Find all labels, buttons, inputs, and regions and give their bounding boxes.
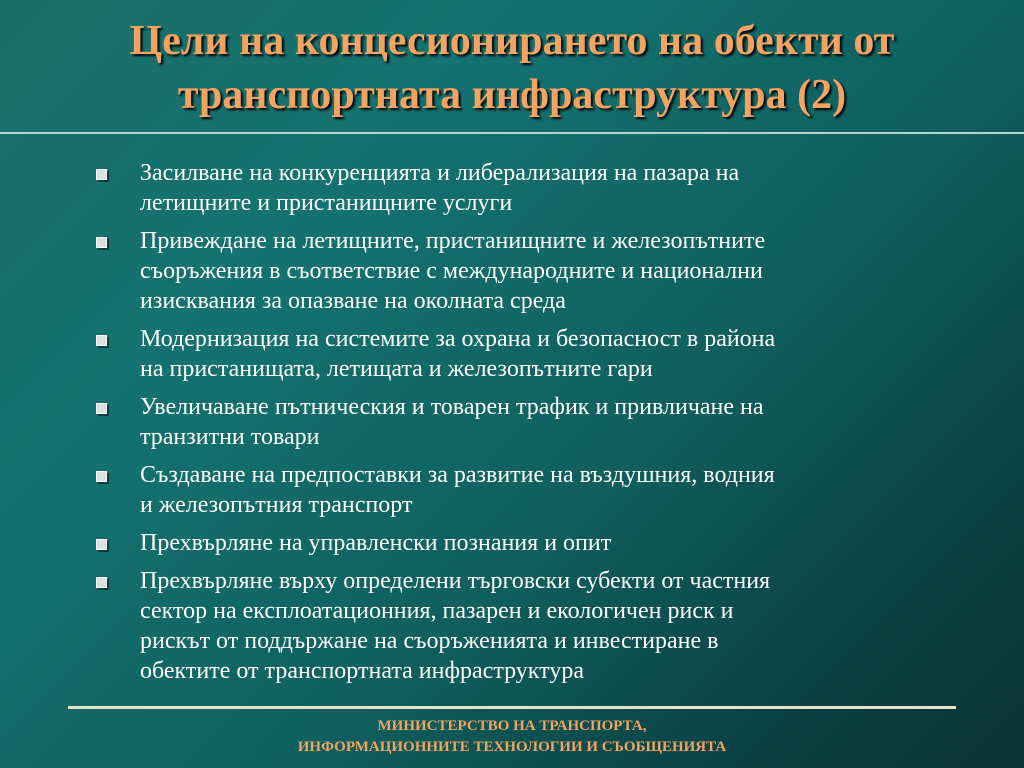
- title-divider: [0, 132, 1024, 134]
- bullet-item-5: [92, 460, 992, 520]
- bullet-text-line: Прехвърляне върху определени търговски субекти от частния: [140, 568, 771, 594]
- bullet-text-line: Прехвърляне на управленски познания и опит: [140, 530, 612, 556]
- bullet-text-line: Засилване на конкуренцията и либерализация на пазара на: [140, 160, 740, 186]
- footer-line-1: МИНИСТЕРСТВО НА ТРАНСПОРТА,: [377, 718, 647, 734]
- bullet-list: [92, 158, 992, 694]
- square-bullet-icon: [96, 539, 107, 550]
- bullet-text-line: рискът от поддържане на съоръженията и инвестиране в: [140, 628, 719, 654]
- bullet-text-line: Увеличаване пътническия и товарен трафик и привличане на: [140, 394, 764, 420]
- bullet-text-line: Модернизация на системите за охрана и безопасност в района: [140, 326, 776, 352]
- square-bullet-icon: [96, 237, 107, 248]
- square-bullet-icon: [96, 403, 107, 414]
- bullet-text-line: летищните и пристанищните услуги: [140, 190, 513, 216]
- bullet-text-line: сектор на експлоатационния, пазарен и екологичен риск и: [140, 598, 734, 624]
- bullet-text-line: Създаване на предпоставки за развитие на въздушния, водния: [140, 462, 775, 488]
- bullet-item-2: [92, 226, 992, 316]
- square-bullet-icon: [96, 577, 107, 588]
- bullet-text-line: Привеждане на летищните, пристанищните и железопътните: [140, 228, 766, 254]
- bullet-text-line: обектите от транспортната инфраструктура: [140, 658, 584, 684]
- square-bullet-icon: [96, 335, 107, 346]
- footer-line-2: ИНФОРМАЦИОННИТЕ ТЕХНОЛОГИИ И СЪОБЩЕНИЯТА: [297, 739, 727, 755]
- bullet-text-line: на пристанищата, летищата и железопътните гари: [140, 356, 653, 382]
- slide-title-line-2: транспортната инфраструктура (2): [177, 72, 847, 118]
- bullet-item-1: [92, 158, 992, 218]
- bullet-item-4: [92, 392, 992, 452]
- footer-divider: [68, 706, 956, 709]
- bullet-text-line: и железопътния транспорт: [140, 492, 413, 518]
- bullet-item-3: [92, 324, 992, 384]
- bullet-text-line: транзитни товари: [140, 424, 320, 450]
- bullet-text-line: съоръжения в съответствие с международните и национални: [140, 258, 763, 284]
- footer: [0, 716, 1024, 758]
- bullet-item-7: [92, 566, 992, 686]
- square-bullet-icon: [96, 169, 107, 180]
- slide-title-line-1: Цели на концесионирането на обекти от: [129, 18, 895, 64]
- slide-title: [0, 14, 1024, 122]
- bullet-item-6: [92, 528, 992, 558]
- bullet-text-line: изисквания за опазване на околната среда: [140, 288, 566, 314]
- square-bullet-icon: [96, 471, 107, 482]
